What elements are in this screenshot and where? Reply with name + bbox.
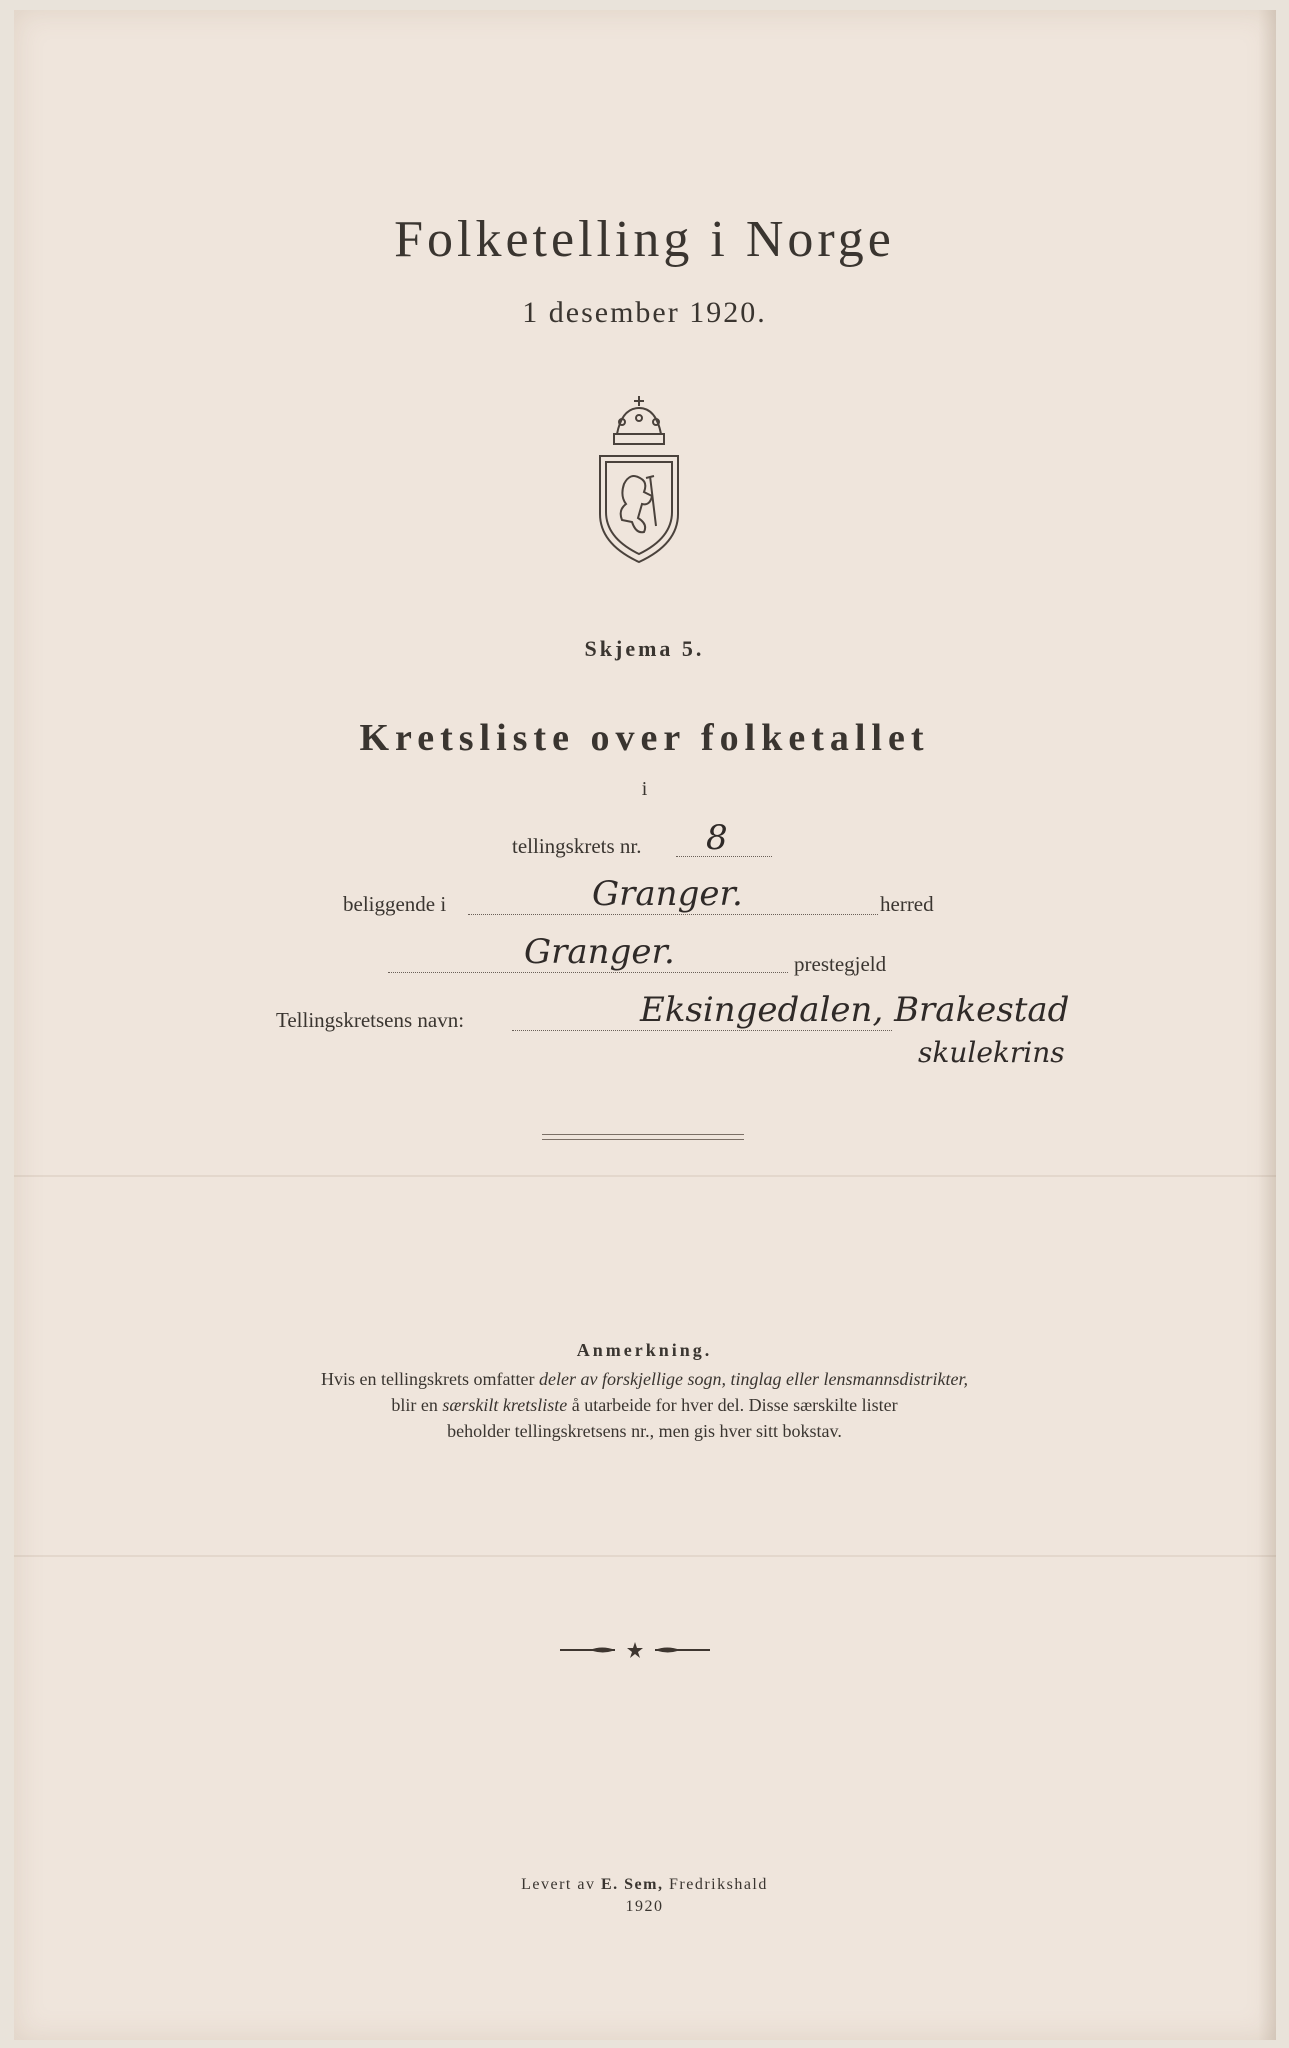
note-line-2 [0,1392,1289,1418]
census-date: 1 desember 1920. [522,296,767,329]
krets-number-handwritten: 8 [706,818,728,858]
divider-rule [542,1139,744,1140]
decorative-star-divider-icon [560,1640,710,1660]
form-heading: Kretsliste over folketallet [359,717,930,759]
norwegian-coat-of-arms-icon [592,394,686,566]
imprint-publisher: E. Sem, [600,1876,664,1893]
note-text: Hvis en tellingskrets omfatter [321,1369,539,1389]
fold-line [14,1175,1276,1177]
note-emphasis: særskilt kretsliste [442,1395,568,1415]
prestegjeld-label: prestegjeld [794,952,887,976]
form-title: Folketelling i Norge [394,211,895,268]
preposition-i: i [641,778,648,800]
prestegjeld-dotted-line [388,972,788,973]
divider-rule [542,1134,744,1135]
imprint-place: Fredrikshald [663,1876,768,1893]
navn-handwritten-line2: skulekrins [918,1036,1065,1069]
note-emphasis: deler av forskjellige sogn, tinglag eller lensmannsdistrikter, [539,1369,968,1389]
note-line-1 [0,1366,1289,1392]
printer-imprint [0,1876,1289,1894]
navn-handwritten-line1: Eksingedalen, Brakestad [640,990,1070,1030]
beliggende-label: beliggende i [343,892,447,916]
prestegjeld-handwritten: Granger. [524,932,675,972]
note-heading: Anmerkning. [576,1340,713,1360]
imprint-prefix: Levert av [521,1876,601,1893]
herred-handwritten: Granger. [592,874,743,914]
fold-line [14,1555,1276,1557]
herred-label: herred [880,892,934,916]
note-text: blir en [391,1395,443,1415]
imprint-year: 1920 [625,1898,664,1915]
beliggende-dotted-line [468,914,878,915]
navn-dotted-line [512,1030,892,1031]
note-text: å utarbeide for hver del. Disse særskilte lister [567,1395,898,1415]
note-line-3: beholder tellingskretsens nr., men gis hver sitt bokstav. [447,1421,842,1441]
navn-label: Tellingskretsens navn: [276,1008,465,1032]
krets-label: tellingskrets nr. [512,834,642,858]
schema-number: Skjema 5. [584,636,705,661]
